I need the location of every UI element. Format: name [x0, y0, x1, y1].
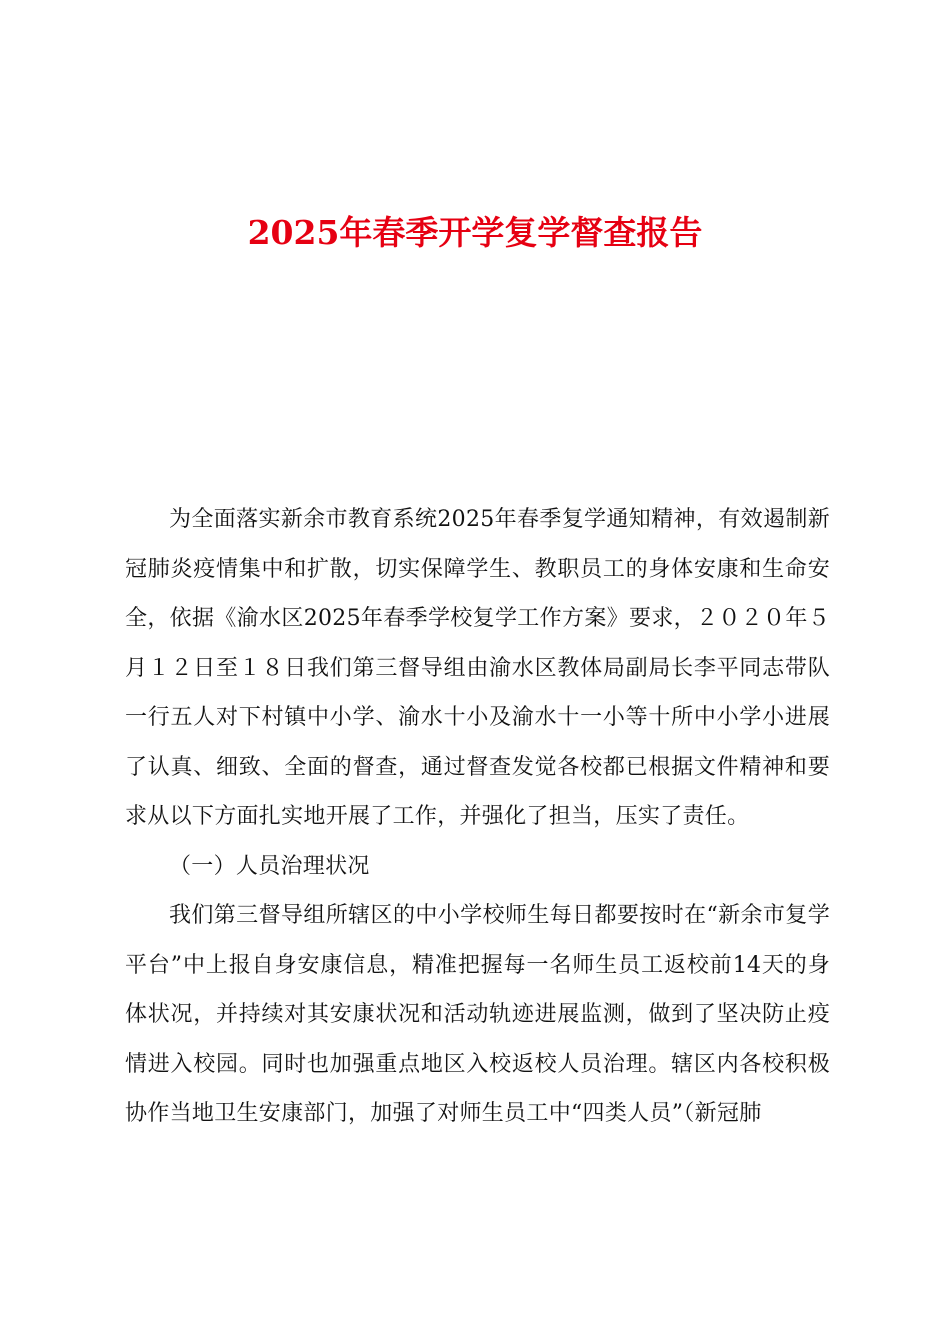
section-heading: （一）人员治理状况 [169, 853, 370, 879]
document-body [125, 495, 830, 1139]
intro-paragraph: 为全面落实新余市教育系统2025年春季复学通知精神，有效遏制新冠肺炎疫情集中和扩散，切实保障学生、教职员工的身体安康和生命安全，依据《渝水区2025年春季学校复学工作方案》要求，２０２０年５月１２日至１８日我们第三督导组由渝水区教体局副局长李平同志带队一行五人对下村镇中小学、渝水十小及渝水十一小等十所中小学小进展了认真、细致、全面的督查，通过督查发觉各校都已根据文件精神和要求从以下方面扎实地开展了工作，并强化了担当，压实了责任。 [125, 507, 830, 829]
section-paragraph: 我们第三督导组所辖区的中小学校师生每日都要按时在“新余市复学平台”中上报自身安康信息，精准把握每一名师生员工返校前14天的身体状况，并持续对其安康状况和活动轨迹进展监测，做到了坚决防止疫情进入校园。同时也加强重点地区入校返校人员治理。辖区内各校积极协作当地卫生安康部门，加强了对师生员工中“四类人员”（新冠肺 [125, 903, 830, 1126]
document-title: 2025年春季开学复学督查报告 [247, 213, 703, 252]
